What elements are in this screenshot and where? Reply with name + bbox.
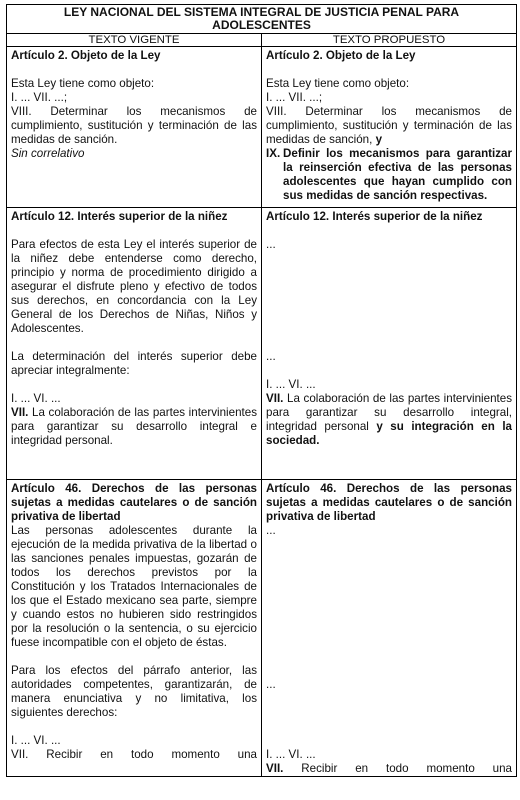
ellipsis-paragraph-2: ...: [266, 350, 276, 363]
article-12-row: [7, 208, 517, 480]
column-header-current: TEXTO VIGENTE: [7, 34, 262, 47]
fraction-range: I. ... VI. ...: [11, 392, 61, 405]
fraction-ix: [266, 147, 512, 203]
ellipsis-paragraph-1: ...: [266, 524, 276, 537]
fraction-vii-added: y su integración en la sociedad.: [266, 420, 512, 447]
fraction-viii: [266, 105, 512, 147]
article-heading: Artículo 46. Derechos de las personas sujetas a medidas cautelares o de sanción privativa de libertad: [266, 482, 512, 523]
paragraph-1: Para efectos de esta Ley el interés superior de la niñez debe entenderse como derecho, principio y norma de procedimiento dirigido a asegurar el disfrute pleno y efectivo de todos sus derechos, en concordancia con la Ley General de los Derechos de Niñas, Niños y Adolescentes.: [11, 238, 257, 335]
fraction-range: I. ... VI. ...: [11, 734, 61, 747]
article-2-current: [7, 47, 262, 208]
article-2-row: [7, 47, 517, 208]
paragraph-2: La determinación del interés superior debe apreciar integralmente:: [11, 350, 257, 377]
column-header-row: [7, 34, 517, 47]
paragraph-2: Para los efectos del párrafo anterior, las autoridades competentes, garantizarán, de manera enunciativa y no limitativa, los siguientes derechos:: [11, 664, 257, 719]
article-12-current: [7, 208, 262, 480]
fraction-range: I. ... VII. ...;: [266, 91, 323, 104]
fraction-vii: [266, 392, 512, 448]
fraction-vii: VII. Recibir en todo momento una: [11, 748, 257, 761]
article-heading: Artículo 12. Interés superior de la niñez: [11, 210, 228, 223]
article-46-row: [7, 480, 517, 777]
fraction-vii-number: VII.: [266, 392, 284, 405]
ellipsis-paragraph-1: ...: [266, 238, 276, 251]
no-correlative-note: Sin correlativo: [11, 147, 85, 160]
fraction-range: I. ... VI. ...: [266, 748, 316, 761]
fraction-vii-text: La colaboración de las partes intervinientes para garantizar su desarrollo integral, integridad personal: [266, 392, 512, 433]
column-header-proposed: TEXTO PROPUESTO: [262, 34, 517, 47]
paragraph-1: Las personas adolescentes durante la ejecución de la medida privativa de la libertad o las sanciones penales impuestas, gozarán de todos los derechos previstos por la Constitución y los Tratados Internacionales de los que el Estado mexicano sea parte, siempre y cuando estos no hubieren sido restringidos por la resolución o la sentencia, o su ejercicio fuese incompatible con el objeto de éstas.: [11, 524, 257, 649]
ellipsis-paragraph-2: ...: [266, 678, 276, 691]
fraction-vii: [266, 762, 512, 776]
title-row: [7, 5, 517, 34]
comparison-table: [6, 4, 517, 777]
fraction-viii-added: y: [372, 133, 383, 146]
intro-text: Esta Ley tiene como objeto:: [266, 77, 410, 90]
law-title: [7, 5, 517, 34]
fraction-ix-number: IX.: [266, 147, 281, 160]
article-2-proposed: [262, 47, 517, 208]
fraction-vii-number: VII.: [11, 406, 29, 419]
fraction-vii: [11, 406, 257, 448]
fraction-range: I. ... VI. ...: [266, 378, 316, 391]
fraction-vii-text: La colaboración de las partes intervinientes para garantizar su desarrollo integral e integridad personal.: [11, 406, 257, 447]
fraction-vii-text: Recibir en todo momento una: [283, 762, 512, 775]
article-heading: Artículo 2. Objeto de la Ley: [11, 49, 161, 62]
fraction-range: I. ... VII. ...;: [11, 91, 68, 104]
article-heading: Artículo 46. Derechos de las personas sujetas a medidas cautelares o de sanción privativa de libertad: [11, 482, 257, 523]
law-title-line-1: LEY NACIONAL DEL SISTEMA INTEGRAL DE JUSTICIA PENAL PARA: [63, 5, 460, 19]
article-46-proposed: [262, 480, 517, 777]
fraction-ix-text: Definir los mecanismos para garantizar la reinserción efectiva de las personas adolescentes que hayan cumplido con sus medidas de sanción respectivas.: [283, 147, 512, 202]
intro-text: Esta Ley tiene como objeto:: [11, 77, 155, 90]
comparison-document: [6, 4, 516, 777]
article-heading: Artículo 12. Interés superior de la niñez: [266, 210, 483, 223]
fraction-vii-number: VII.: [266, 762, 284, 775]
article-heading: Artículo 2. Objeto de la Ley: [266, 49, 416, 62]
article-12-proposed: [262, 208, 517, 480]
article-46-current: [7, 480, 262, 777]
law-title-line-2: ADOLESCENTES: [212, 18, 311, 32]
fraction-viii-text: VIII. Determinar los mecanismos de cumplimiento, sustitución y terminación de las medidas de sanción,: [266, 105, 512, 146]
fraction-viii: VIII. Determinar los mecanismos de cumplimiento, sustitución y terminación de las medidas de sanción.: [11, 105, 257, 146]
